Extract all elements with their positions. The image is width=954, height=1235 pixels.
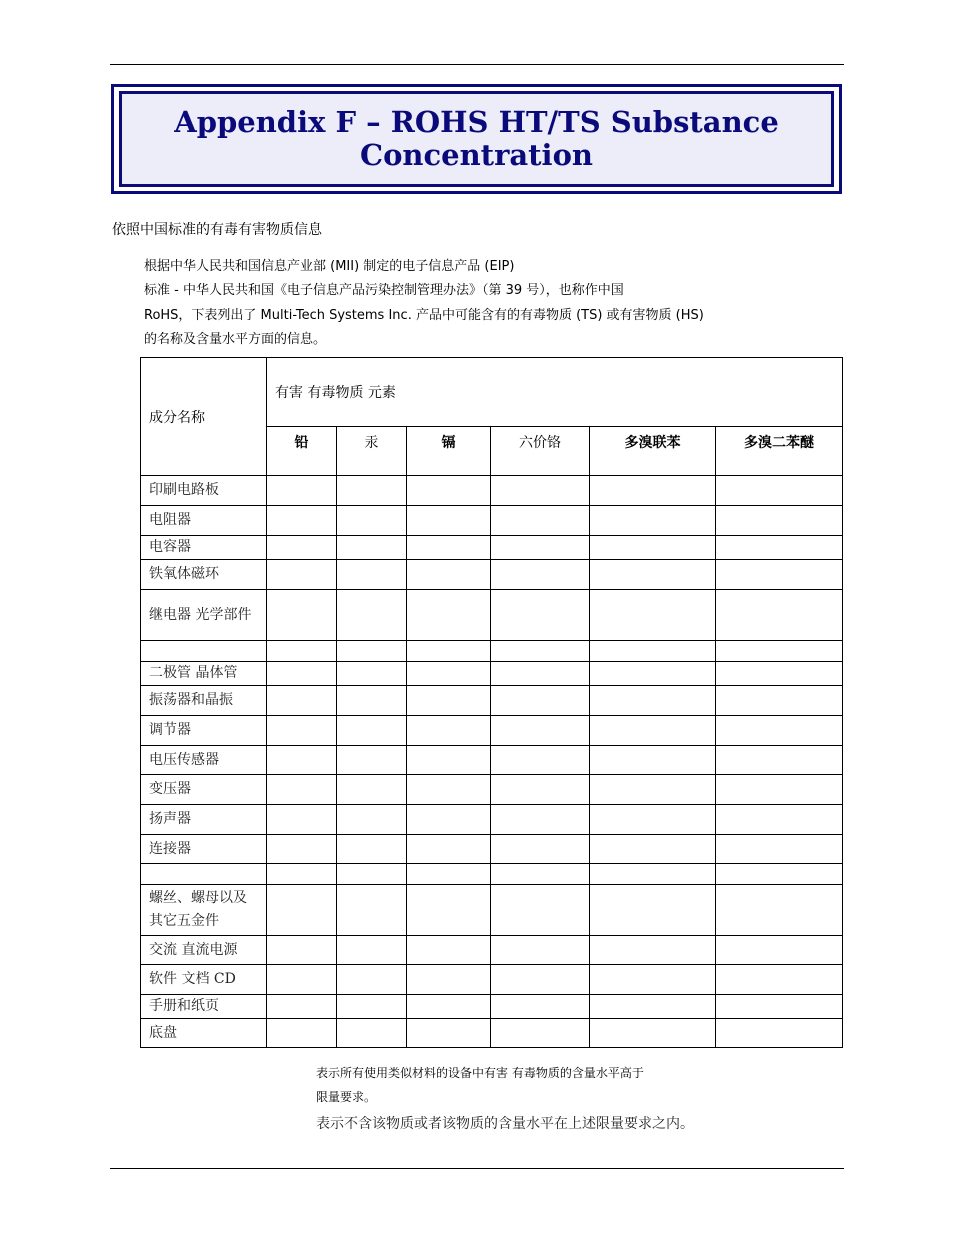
component-name: 铁氧体磁环: [141, 560, 267, 590]
table-row: [141, 686, 843, 716]
substance-cell: [716, 775, 843, 805]
substance-cell: [407, 662, 491, 686]
substance-cell: [590, 590, 716, 641]
element-hexavalent-chromium: 六价铬: [491, 427, 590, 476]
substance-cell: [716, 716, 843, 746]
substance-cell: [337, 936, 407, 965]
substance-cell: [337, 506, 407, 536]
substance-cell: [590, 805, 716, 835]
substance-cell: [407, 641, 491, 662]
component-name: [141, 864, 267, 885]
substance-cell: [590, 936, 716, 965]
component-name: 二极管 晶体管: [141, 662, 267, 686]
substance-cell: [716, 506, 843, 536]
note-line-3: 表示不含该物质或者该物质的含量水平在上述限量要求之内。: [316, 1116, 694, 1132]
component-name: 交流 直流电源: [141, 936, 267, 965]
component-name: 手册和纸页: [141, 995, 267, 1019]
note-line-2: 限量要求。: [316, 1090, 377, 1104]
intro-line-3: RoHS，下表列出了 Multi-Tech Systems Inc. 产品中可能含有的有毒物质 (TS) 或有害物质 (HS): [144, 308, 704, 323]
substance-cell: [267, 641, 337, 662]
substance-cell: [267, 805, 337, 835]
substance-cell: [337, 536, 407, 560]
component-name: 电阻器: [141, 506, 267, 536]
substance-cell: [407, 476, 491, 506]
substance-cell: [337, 995, 407, 1019]
substance-cell: [491, 1019, 590, 1048]
substance-cell: [491, 536, 590, 560]
substance-cell: [337, 716, 407, 746]
substance-cell: [407, 805, 491, 835]
substance-cell: [716, 1019, 843, 1048]
intro-line-2: 标准 - 中华人民共和国《电子信息产品污染控制管理办法》（第 39 号），也称作中国: [144, 283, 624, 298]
substance-cell: [491, 835, 590, 864]
table-row: [141, 590, 843, 641]
substance-cell: [716, 662, 843, 686]
table-row: [141, 536, 843, 560]
substance-cell: [337, 662, 407, 686]
substance-cell: [267, 835, 337, 864]
substance-cell: [716, 536, 843, 560]
substance-cell: [716, 885, 843, 936]
substance-cell: [267, 686, 337, 716]
substance-cell: [407, 686, 491, 716]
table-row: [141, 746, 843, 775]
substance-cell: [407, 716, 491, 746]
table-row: [141, 560, 843, 590]
substance-cell: [337, 590, 407, 641]
substance-cell: [337, 641, 407, 662]
substance-cell: [590, 641, 716, 662]
substance-cell: [491, 716, 590, 746]
substance-cell: [407, 536, 491, 560]
substance-cell: [491, 506, 590, 536]
substance-cell: [491, 476, 590, 506]
substance-cell: [590, 775, 716, 805]
substance-cell: [267, 590, 337, 641]
substance-cell: [267, 965, 337, 995]
substance-cell: [491, 746, 590, 775]
substance-cell: [590, 560, 716, 590]
substance-cell: [407, 936, 491, 965]
substance-cell: [337, 835, 407, 864]
substance-cell: [407, 885, 491, 936]
substance-cell: [407, 506, 491, 536]
component-name: 调节器: [141, 716, 267, 746]
table-row: [141, 476, 843, 506]
substance-cell: [590, 506, 716, 536]
table-row: [141, 775, 843, 805]
substance-cell: [267, 995, 337, 1019]
substance-cell: [716, 936, 843, 965]
intro-line-1: 根据中华人民共和国信息产业部 (MII) 制定的电子信息产品 (EIP): [144, 259, 515, 274]
substance-cell: [716, 835, 843, 864]
substance-cell: [491, 965, 590, 995]
substance-cell: [716, 864, 843, 885]
page-title-line-1: Appendix F – ROHS HT/TS Substance: [174, 105, 779, 139]
substance-cell: [716, 805, 843, 835]
table-row: [141, 864, 843, 885]
component-name: 电压传感器: [141, 746, 267, 775]
substance-cell: [590, 536, 716, 560]
component-name: 振荡器和晶振: [141, 686, 267, 716]
substance-cell: [267, 746, 337, 775]
substance-cell: [267, 536, 337, 560]
substance-cell: [407, 864, 491, 885]
substance-cell: [590, 716, 716, 746]
substance-cell: [407, 965, 491, 995]
substance-cell: [491, 775, 590, 805]
substance-cell: [407, 1019, 491, 1048]
element-pbb: 多溴联苯: [590, 427, 716, 476]
footer-rule: [110, 1168, 844, 1169]
component-name: [141, 641, 267, 662]
substance-cell: [590, 476, 716, 506]
substance-cell: [716, 995, 843, 1019]
substance-cell: [590, 746, 716, 775]
substance-cell: [716, 560, 843, 590]
substance-cell: [491, 995, 590, 1019]
substance-cell: [337, 864, 407, 885]
substance-group-header: 有害 有毒物质 元素: [267, 358, 843, 427]
substance-cell: [267, 775, 337, 805]
substance-cell: [407, 835, 491, 864]
substance-cell: [337, 686, 407, 716]
substance-cell: [716, 476, 843, 506]
table-row: [141, 1019, 843, 1048]
component-name: 电容器: [141, 536, 267, 560]
substance-cell: [716, 590, 843, 641]
substance-cell: [407, 775, 491, 805]
element-lead: 铅: [267, 427, 337, 476]
substance-cell: [491, 641, 590, 662]
substance-cell: [267, 506, 337, 536]
component-name: 继电器 光学部件: [141, 590, 267, 641]
component-name: 印刷电路板: [141, 476, 267, 506]
component-name: 螺丝、螺母以及其它五金件: [141, 885, 267, 936]
substance-cell: [337, 775, 407, 805]
table-row: [141, 641, 843, 662]
table-row: [141, 716, 843, 746]
substance-cell: [716, 746, 843, 775]
substance-cell: [267, 560, 337, 590]
substance-cell: [267, 885, 337, 936]
note-line-1: 表示所有使用类似材料的设备中有害 有毒物质的含量水平高于: [316, 1066, 644, 1080]
page-title-line-2: Concentration: [359, 138, 593, 172]
substance-cell: [267, 476, 337, 506]
element-mercury: 汞: [337, 427, 407, 476]
substance-cell: [590, 965, 716, 995]
table-header-row: [141, 358, 843, 427]
substance-cell: [590, 835, 716, 864]
component-name: 软件 文档 CD: [141, 965, 267, 995]
intro-line-4: 的名称及含量水平方面的信息。: [144, 332, 327, 347]
substance-cell: [491, 662, 590, 686]
component-name: 变压器: [141, 775, 267, 805]
substance-cell: [716, 686, 843, 716]
substance-cell: [590, 686, 716, 716]
substance-cell: [337, 1019, 407, 1048]
component-name: 连接器: [141, 835, 267, 864]
element-cadmium: 镉: [407, 427, 491, 476]
substance-cell: [337, 476, 407, 506]
substance-cell: [337, 885, 407, 936]
table-row: [141, 506, 843, 536]
table-row: [141, 662, 843, 686]
substance-cell: [407, 590, 491, 641]
substance-cell: [491, 936, 590, 965]
substance-cell: [267, 716, 337, 746]
substance-cell: [407, 560, 491, 590]
substance-cell: [337, 560, 407, 590]
component-name: 底盘: [141, 1019, 267, 1048]
page-title: [174, 106, 779, 172]
substance-cell: [491, 805, 590, 835]
title-banner-inner: [119, 91, 834, 187]
substance-cell: [590, 885, 716, 936]
substance-cell: [491, 885, 590, 936]
substance-cell: [590, 995, 716, 1019]
substance-cell: [590, 662, 716, 686]
substance-cell: [491, 560, 590, 590]
substance-cell: [337, 965, 407, 995]
table-row: [141, 805, 843, 835]
substance-cell: [407, 995, 491, 1019]
section-heading: 依照中国标准的有毒有害物质信息: [112, 222, 322, 238]
substance-cell: [491, 686, 590, 716]
substance-cell: [716, 965, 843, 995]
component-name: 扬声器: [141, 805, 267, 835]
substance-table: [140, 357, 843, 1048]
component-header: 成分名称: [141, 358, 267, 476]
substance-cell: [267, 864, 337, 885]
substance-cell: [267, 1019, 337, 1048]
substance-cell: [491, 864, 590, 885]
substance-cell: [267, 662, 337, 686]
table-row: [141, 885, 843, 936]
substance-cell: [407, 746, 491, 775]
table-row: [141, 835, 843, 864]
substance-cell: [491, 590, 590, 641]
table-row: [141, 965, 843, 995]
substance-cell: [337, 805, 407, 835]
substance-cell: [590, 1019, 716, 1048]
substance-cell: [590, 864, 716, 885]
title-banner: [111, 84, 842, 194]
header-rule: [110, 64, 844, 65]
substance-cell: [267, 936, 337, 965]
table-row: [141, 995, 843, 1019]
element-pbde: 多溴二苯醚: [716, 427, 843, 476]
substance-cell: [337, 746, 407, 775]
table-row: [141, 936, 843, 965]
substance-cell: [716, 641, 843, 662]
